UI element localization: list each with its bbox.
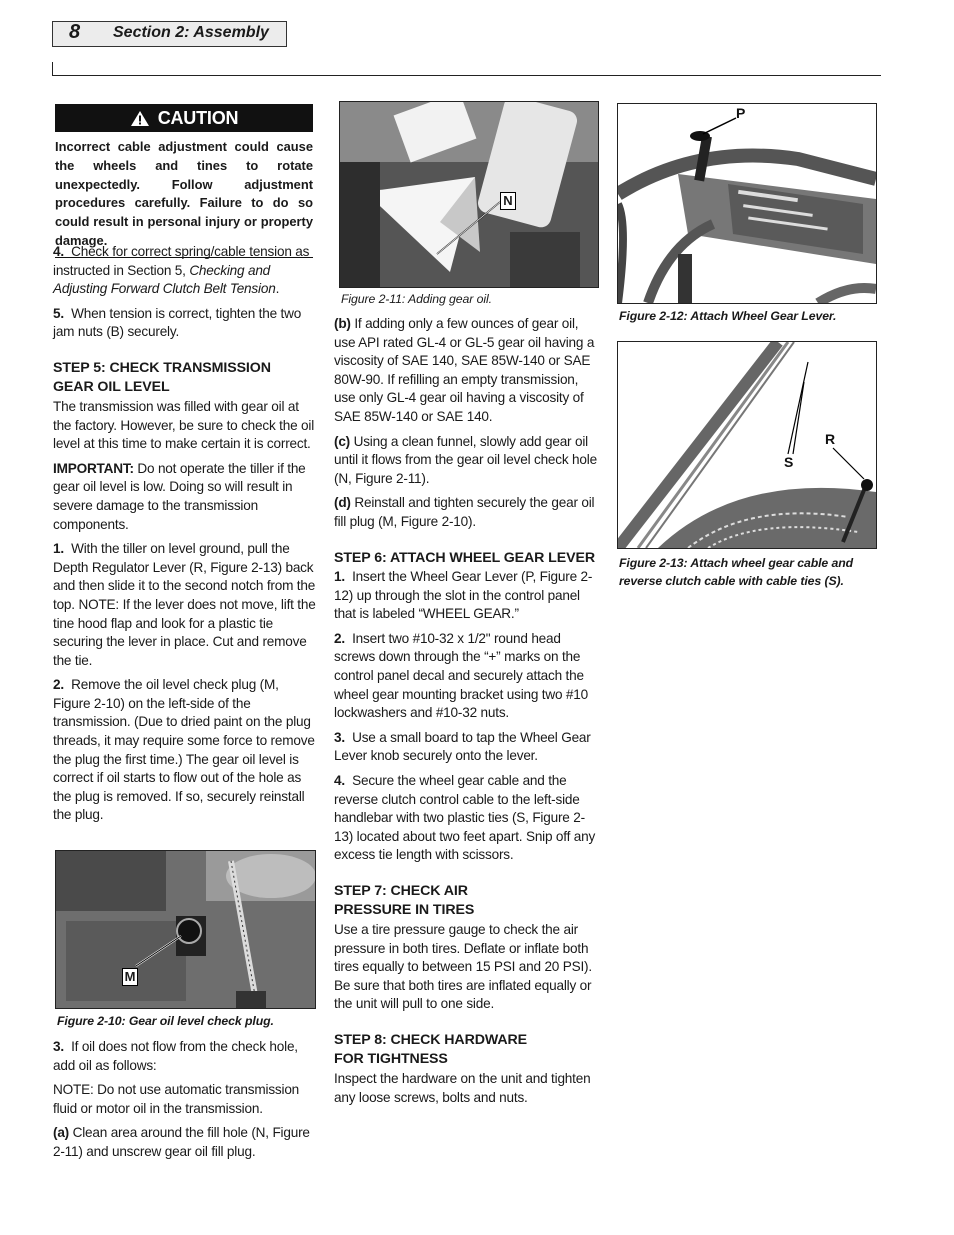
step5-item-a: (a) Clean area around the fill hole (N, Figure 2-11) and unscrew gear oil fill plug. xyxy=(53,1125,310,1159)
wheel-gear-lever-illustration xyxy=(618,104,876,303)
step8-heading: STEP 8: CHECK HARDWARE FOR TIGHTNESS xyxy=(334,1031,528,1068)
fig13-label-r: R xyxy=(825,431,836,447)
fig11-label-n: N xyxy=(500,192,516,210)
figure-2-10-caption: Figure 2-10: Gear oil level check plug. xyxy=(57,1014,274,1028)
step6-item-3: 3. Use a small board to tap the Wheel Gear Lever knob securely onto the lever. xyxy=(334,729,591,764)
caution-text: Incorrect cable adjustment could cause the wheels and tines to rotate unexpectedly. Follow adjustment procedures carefully. Failure to do so could result in personal injury or property damage. xyxy=(55,139,313,248)
fig12-label-p: P xyxy=(736,105,746,121)
caution-title: CAUTION xyxy=(157,107,239,128)
gear-plug-illustration xyxy=(56,851,315,1008)
cable-ties-illustration xyxy=(618,342,876,548)
step5-intro: The transmission was filled with gear oil at the factory. However, be sure to check the oil level at this time to make certain it is correct. xyxy=(53,398,315,452)
step6-item-1: 1. Insert the Wheel Gear Lever (P, Figure 2-12) up through the slot in the control panel that is labeled “WHEEL GEAR.” xyxy=(334,569,593,622)
middle-column-body xyxy=(334,315,598,1113)
step5-item-b: (b) If adding only a few ounces of gear oil, use API rated GL-4 or GL-5 gear oil having a viscosity of SAE 140, SAE 85W-140 or SAE 80W-90. If refilling an empty transmission, use only GL-4 gear oil having a viscosity of SAE 85W-140 or SAE 140. xyxy=(334,316,595,424)
caution-banner xyxy=(55,104,313,132)
fig13-label-s: S xyxy=(784,454,794,470)
step6-item-2: 2. Insert two #10-32 x 1/2" round head screws down through the “+” marks on the control panel decal and securely attach the wheel gear mounting bracket using two #10 lockwashers and #10-32 nuts. xyxy=(334,630,589,721)
section-title: Section 2: Assembly xyxy=(113,24,269,41)
figure-2-11-photo xyxy=(339,101,599,288)
header-rule-tick xyxy=(52,62,53,76)
left-column-body xyxy=(53,243,317,831)
adding-oil-illustration xyxy=(340,102,598,287)
figure-2-12-photo xyxy=(617,103,877,304)
figure-2-10-photo xyxy=(55,850,316,1009)
step5-item-d: (d) Reinstall and tighten securely the gear oil fill plug (M, Figure 2-10). xyxy=(334,495,595,529)
fig10-label-m: M xyxy=(122,968,138,986)
step5-item-1: 1. With the tiller on level ground, pull the Depth Regulator Lever (R, Figure 2-13) back and then slide it to the second notch from the top. NOTE: If the lever does not move, lift the tine hood flap and look for a plastic tie securing the lever in place. Cut and remove the tie. xyxy=(53,541,316,668)
step5-item-c: (c) Using a clean funnel, slowly add gear oil until it flows from the gear oil level check hole (N, Figure 2-11). xyxy=(334,433,597,486)
step5-heading: STEP 5: CHECK TRANSMISSION GEAR OIL LEVEL xyxy=(53,359,271,396)
step8-text: Inspect the hardware on the unit and tighten any loose screws, bolts and nuts. xyxy=(334,1070,591,1105)
left-column-top xyxy=(55,104,313,258)
step7-text: Use a tire pressure gauge to check the air pressure in both tires. Deflate or inflate both tires equally to between 15 PSI and 20 PSI). Be sure that both tires are inflated equally or the unit will pull to one side. xyxy=(334,921,592,1012)
warning-triangle-icon xyxy=(130,110,150,127)
transmission-note: NOTE: Do not use automatic transmission fluid or motor oil in the transmission. xyxy=(53,1082,300,1116)
step6-heading: STEP 6: ATTACH WHEEL GEAR LEVER xyxy=(334,549,595,566)
paragraph-5: 5. When tension is correct, tighten the two jam nuts (B) securely. xyxy=(53,305,302,340)
step6-item-4: 4. Secure the wheel gear cable and the reverse clutch control cable to the left-side handlebar with two plastic ties (S, Figure 2-13) located about two feet apart. Snip off any excess tie length with scissors. xyxy=(334,772,596,863)
page-number: 8 xyxy=(69,21,81,43)
left-column-bottom xyxy=(53,1038,317,1168)
important-note: IMPORTANT: Do not operate the tiller if the gear oil level is low. Doing so will result in severe damage to the transmission components. xyxy=(53,460,306,532)
header-rule xyxy=(52,75,881,76)
figure-2-11-caption: Figure 2-11: Adding gear oil. xyxy=(341,292,492,306)
section-header xyxy=(52,21,287,47)
figure-2-13-caption: Figure 2-13: Attach wheel gear cable and reverse clutch cable with cable ties (S). xyxy=(619,556,854,588)
paragraph-4: 4. Check for correct spring/cable tension as instructed in Section 5, Checking and Adjusting Forward Clutch Belt Tension. xyxy=(53,244,310,297)
step7-heading: STEP 7: CHECK AIR PRESSURE IN TIRES xyxy=(334,882,475,919)
figure-2-13-photo xyxy=(617,341,877,549)
figure-2-12-caption: Figure 2-12: Attach Wheel Gear Lever. xyxy=(619,309,837,323)
step5-item-2: 2. Remove the oil level check plug (M, Figure 2-10) on the left-side of the transmission. (Due to dried paint on the plug threads, it may require some force to remove the plug the first time.) The gear oil level is correct if oil starts to flow out of the hole as the plug is removed. If so, securely reinstall the plug. xyxy=(53,677,315,823)
step5-item-3: 3. If oil does not flow from the check hole, add oil as follows: xyxy=(53,1039,298,1073)
